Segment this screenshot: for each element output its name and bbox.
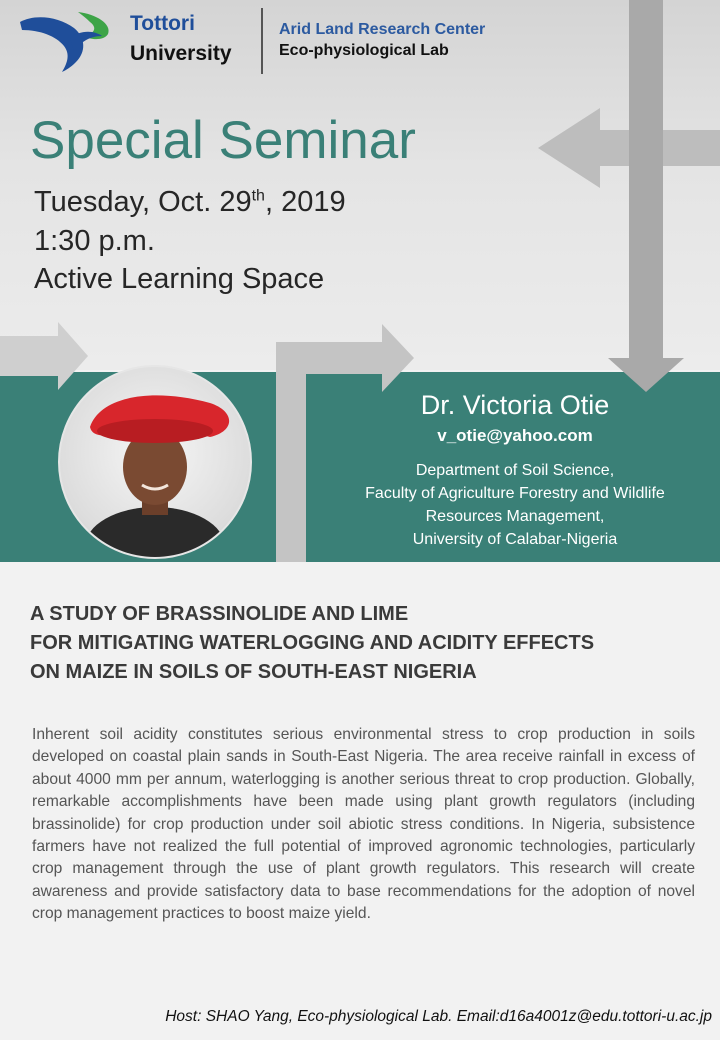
date-prefix: Tuesday, Oct. 29 — [34, 186, 252, 218]
research-center-name: Arid Land Research Center — [279, 21, 486, 38]
tottori-logo-icon — [16, 8, 116, 74]
affiliation-line: Department of Soil Science, — [415, 462, 615, 479]
affiliation-line: University of Calabar-Nigeria — [412, 531, 618, 548]
arrow-right-small-shape — [0, 322, 88, 390]
header-divider — [261, 8, 263, 74]
event-date — [34, 186, 346, 219]
talk-title-line: ON MAIZE IN SOILS OF SOUTH-EAST NIGERIA — [30, 661, 477, 683]
host-contact: Host: SHAO Yang, Eco-physiological Lab. Email:d16a4001z@edu.tottori-u.ac.jp — [165, 1008, 712, 1025]
lab-name: Eco-physiological Lab — [279, 42, 449, 59]
portrait-hat-brim — [97, 419, 213, 443]
speaker-name: Dr. Victoria Otie — [420, 390, 610, 420]
talk-title-line: A STUDY OF BRASSINOLIDE AND LIME — [30, 603, 409, 625]
speaker-portrait-icon — [60, 367, 250, 557]
abstract-text: Inherent soil acidity constitutes serious environmental stress to crop production in soils developed on coastal plain sands in South-East Nigeria. The area receive rainfall in excess of about 4000 mm per annum, waterlogging is another serious threat to crop production. Globally, remarkable accomplishments have been made using plant growth regulators (including brassinolide) for crop production under soil abiotic stress conditions. In Nigeria, subsistence farmers have not realized the full potential of improved agronomic technologies, particularly crop management through the use of plant growth regulators. This research will create awareness and provide satisfactory data to base recommendations for the adoption of novel crop management practices to boost maize yield. — [32, 726, 695, 923]
date-suffix: , 2019 — [264, 186, 346, 218]
university-name-line1: Tottori — [130, 12, 195, 35]
talk-title-line: FOR MITIGATING WATERLOGGING AND ACIDITY EFFECTS — [30, 632, 595, 654]
affiliation-line: Faculty of Agriculture Forestry and Wildlife — [365, 485, 665, 502]
date-ordinal: th — [251, 187, 265, 205]
event-venue: Active Learning Space — [34, 263, 325, 295]
seminar-title: Special Seminar — [30, 111, 416, 170]
affiliation-line: Resources Management, — [425, 508, 605, 525]
speaker-email[interactable]: v_otie@yahoo.com — [437, 426, 593, 445]
arrow-down-shape — [608, 0, 684, 392]
event-time: 1:30 p.m. — [34, 225, 155, 257]
speaker-photo — [58, 365, 252, 559]
university-name-line2: University — [130, 42, 232, 65]
